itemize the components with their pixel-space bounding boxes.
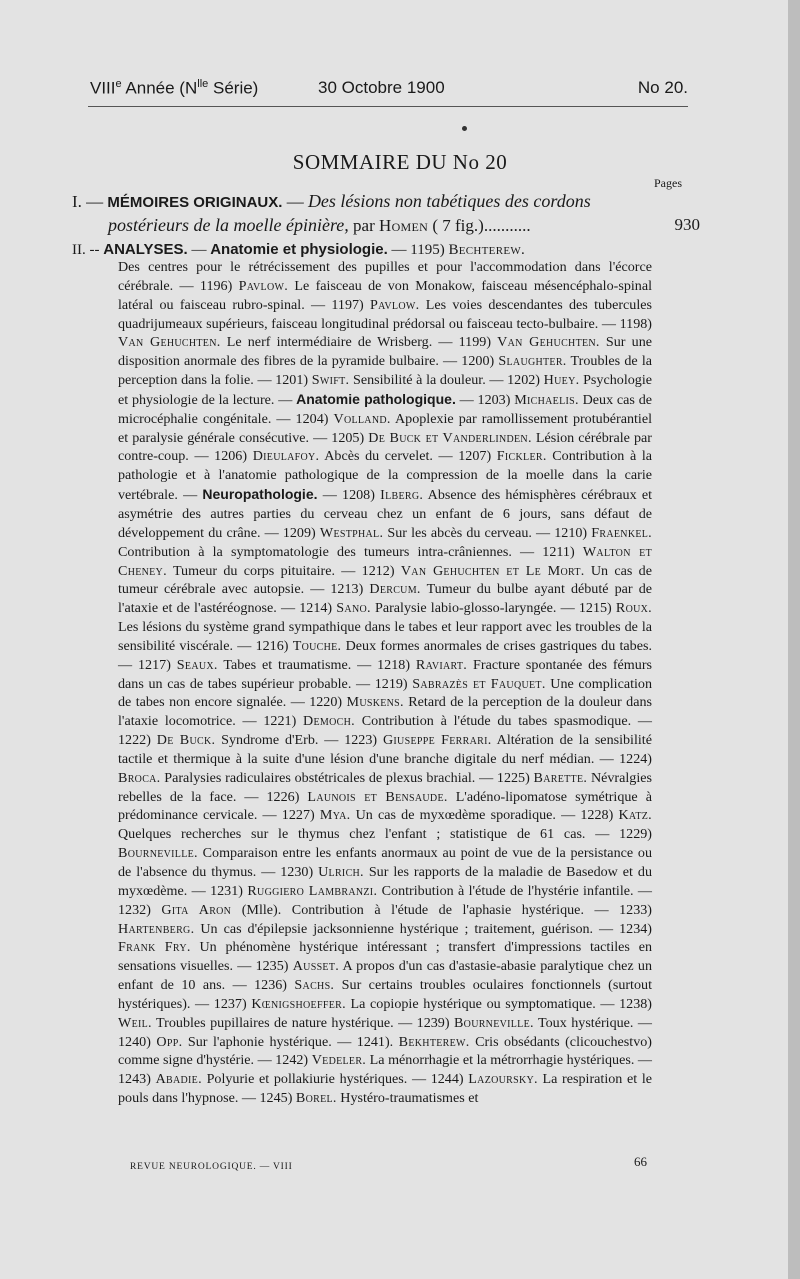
entry-text: Tumeur du corps pituitaire. — 1212) (166, 562, 401, 579)
entry-text: Sur l'aphonie hystérique. — 1241). (182, 1033, 399, 1050)
entry-text: Lésion cérébrale par contre-coup. — 1206) (118, 429, 652, 465)
author-name: Gita Aron (161, 901, 232, 918)
header-rule (88, 106, 688, 107)
author-name: Ruggiero Lambranzi. (247, 882, 378, 899)
entry-text: Névralgies rebelles de la face. — 1226) (118, 769, 652, 805)
author-name: De Buck et Vanderlinden. (368, 429, 532, 446)
entry-text: Abcès du cervelet. — 1207) (319, 448, 497, 465)
entry-text: Contribution à l'étude de l'hystérie infantile. — 1232) (118, 882, 652, 918)
entry-text: Tumeur du bulbe ayant débuté par de l'ataxie et de l'astéréognose. — 1214) (118, 581, 652, 617)
author-name: Vedeler. (311, 1052, 367, 1069)
author-name: De Buck. (156, 732, 216, 749)
author-name: Kœnigshoeffer. (251, 995, 346, 1012)
entry-text: A propos d'un cas d'astasie-abasie paralytique chez un enfant de 10 ans. — 1236) (118, 958, 652, 994)
entry-text: Psychologie et physiologie de la lecture. — (118, 372, 652, 408)
entry-text: Un cas d'épilepsie jacksonnienne hystérique ; traitement, guérison. — 1234) (194, 920, 652, 937)
sheet-number: 66 (634, 1154, 647, 1169)
author-name: Huey. (543, 372, 580, 389)
author-name: Abadie. (155, 1071, 202, 1088)
author-name: Michaelis. (514, 391, 579, 408)
author-name: Slaughter. (498, 353, 567, 370)
entry-text: Retard de la perception de la douleur dans l'ataxie locomotrice. — 1221) (118, 694, 652, 730)
author-name: Fraenkel. (591, 524, 652, 541)
running-header (88, 78, 688, 102)
entry-text: Sensibilité à la douleur. — 1202) (349, 372, 544, 389)
subsection-heading: Neuropathologie. (202, 486, 318, 503)
entry-text: Contribution à la symptomatologie des tumeurs intra-crâniennes. — 1211) (118, 543, 583, 560)
author-name: Giuseppe Ferrari. (382, 732, 492, 749)
author-name: Swift. (311, 372, 350, 389)
page-title: SOMMAIRE DU No 20 (292, 150, 508, 174)
entry-text: Toux hystérique. — 1240) (118, 1014, 652, 1050)
entry-text: Troubles pupillaires de nature hystérique. — 1239) (151, 1014, 454, 1031)
entry-text: La ménorrhagie et la métrorrhagie hystériques. — 1243) (118, 1052, 652, 1088)
entry-text: Paralysie labio-glosso-laryngée. — 1215) (370, 600, 616, 617)
author-name: Van Gehuchten et Le Mort. (400, 562, 585, 579)
author-name: Ilberg. (380, 487, 424, 504)
author-name: Launois et Bensaude. (307, 788, 448, 805)
author-name: Bourneville. (118, 845, 198, 862)
entry-text: Altération de la sensibilité tactile et thermique à la suite d'une lésion d'une branche digitale du nerf médian. — 1224) (118, 732, 652, 767)
subsection-heading: Anatomie pathologique. (296, 390, 456, 407)
entry-text: Hystéro-traumatismes et (336, 1090, 479, 1107)
entry-text: Deux formes anormales de crises gastriques du tabes. — 1217) (118, 637, 652, 673)
entry-text: (Mlle). Contribution à l'étude de l'aphasie hystérique. — 1233) (231, 901, 652, 918)
author-name: Lazoursky. (468, 1071, 538, 1088)
author-name: Weil. (118, 1014, 152, 1031)
entry-text: Syndrome d'Erb. — 1223) (215, 732, 383, 749)
author-name: Westphal. (319, 524, 384, 541)
author-name: Barette. (533, 769, 588, 786)
author-name: Van Gehuchten. (497, 334, 600, 351)
section-analyses-heading: II. -- ANALYSES. — Anatomie et physiologie. — 1195) Bechterew. (72, 241, 526, 258)
entry-text: Sur une disposition anormale des fibres de la pyramide bulbaire. — 1200) (118, 334, 652, 370)
author-name: Volland. (333, 410, 391, 427)
author-name: Ausset. (292, 958, 340, 975)
author-name: Broca. (118, 769, 161, 786)
entry-text: Apoplexie par ramollissement protubérantiel et paralysie générale consécutive. — 1205) (118, 410, 652, 446)
entry-text: Les voies descendantes des tubercules quadrijumeaux supérieurs, faisceau longitudinal prédorsal ou faisceau tecto-bulbaire. — 1198) (118, 296, 652, 332)
entry-text: Polyurie et pollakiurie hystériques. — 1244) (201, 1071, 469, 1088)
entry-text: Tabes et traumatisme. — 1218) (217, 656, 416, 673)
analyses-body-text (118, 258, 652, 1108)
author-name: Fickler. (496, 448, 547, 465)
author-name: Katz. (618, 807, 652, 824)
author-name: Touche. (292, 637, 342, 654)
entry-text: Contribution à la pathologie et à l'anatomie pathologique de la compression de la moelle dans la carie vertébrale. — (118, 448, 652, 504)
entry-text: Le faisceau de von Monakow, faisceau mésencéphalo-spinal latéral ou faisceau rubro-spinal. — 1197) (118, 277, 653, 313)
entry-text: La respiration et le pouls dans l'hypnose. — 1245) (118, 1071, 653, 1107)
author-name: Van Gehuchten. (118, 334, 221, 351)
entry-text: Un cas de tumeur cérébrale avec autopsie. — 1213) (118, 562, 652, 598)
entry-text: Comparaison entre les enfants anormaux au point de vue de la persistance ou de l'absence du thymus. — 1230) (118, 845, 652, 880)
entry-text: Sur les abcès du cerveau. — 1210) (383, 524, 592, 541)
journal-signature: REVUE NEUROLOGIQUE. — VIII (130, 1162, 293, 1172)
author-name: Bourneville. (453, 1014, 534, 1031)
pages-column-label: Pages (654, 176, 682, 190)
author-name: Sachs. (294, 977, 335, 994)
author-name: Bekhterew. (398, 1033, 470, 1050)
entry-text: Les lésions du système grand sympathique dans le tabes et leur rapport avec les troubles de la sensibilité viscérale. — 1216) (118, 619, 652, 654)
entry-text: Une complication de tabes non encore signalée. — 1220) (118, 675, 653, 711)
author-name: Frank Fry. (118, 939, 191, 956)
section-memoires: I. — MÉMOIRES ORIGINAUX. — Des lésions non tabétiques des cordons postérieurs de la moelle épinière, par Homen ( 7 fig.)........... 930 (72, 191, 700, 235)
author-name: Borel. (295, 1090, 337, 1107)
entry-text: Sur certains troubles oculaires fonctionnels (surtout hystériques). — 1237) (118, 977, 652, 1012)
author-name: Sabrazès et Fauquet. (412, 675, 546, 692)
author-name: Sano. (336, 600, 371, 617)
author-name: Ulrich. (318, 864, 364, 880)
author-name: Pavlow. (238, 277, 289, 294)
entry-text: — 1203) (455, 391, 515, 408)
entry-text: Absence des hémisphères cérébraux et asymétrie des autres parties du cerveau chez un enfant de 6 jours, sans défaut de développement du crâne. — 1209) (118, 487, 653, 541)
issue-date: 30 Octobre 1900 (318, 78, 445, 97)
author-name: Opp. (156, 1033, 183, 1050)
entry-text: Un cas de myxœdème sporadique. — 1228) (350, 807, 619, 824)
entry-text: Quelques recherches sur le thymus chez l'enfant ; statistique de 61 cas. — 1229) (118, 826, 652, 843)
entry-text: Sur les rapports de la maladie de Basedow et du myxœdème. — 1231) (118, 864, 652, 899)
author-name: Hartenberg. (118, 920, 195, 937)
ink-dot (462, 126, 467, 131)
volume-series: VIIIe Année ($N^{lle}$ Série) (90, 78, 259, 98)
author-name: Muskens. (346, 694, 404, 711)
entry-text: Cris obsédants (clicouchestvo) comme signe d'hystérie. — 1242) (118, 1033, 652, 1069)
entry-text: L'adéno-lipomatose symétrique à prédominance cervicale. — 1227) (118, 788, 652, 824)
entry-text: Fracture spontanée des fémurs dans un cas de tabes supérieur probable. — 1219) (118, 656, 652, 692)
author-name: Dieulafoy. (252, 448, 320, 465)
entry-text: Paralysies radiculaires obstétricales de plexus brachial. — 1225) (160, 769, 534, 786)
entry-text: Un phénomène hystérique intéressant ; transfert d'impressions tactiles en sensations visuelles. — 1235) (118, 939, 652, 975)
issue-number: No 20. (637, 78, 688, 97)
entry-text: Le nerf intermédiaire de Wrisberg. — 1199) (220, 334, 498, 351)
author-name: Seaux. (176, 656, 218, 673)
author-name: Roux. (615, 600, 652, 617)
entry-text: — 1208) (317, 487, 381, 504)
author-name: Walton et Cheney. (118, 543, 653, 579)
author-name: Democh. (303, 713, 355, 730)
section-page-number: 930 (674, 215, 700, 234)
entry-text: Troubles de la perception dans la folie. — 1201) (118, 353, 652, 389)
entry-text: Contribution à l'étude du tabes spasmodique. — 1222) (118, 713, 652, 749)
author-name: Raviart. (415, 656, 468, 673)
author-name: Pavlow. (370, 296, 420, 313)
author-name: Dercum. (369, 581, 421, 598)
entry-text: Deux cas de microcéphalie congénitale. — 1204) (118, 391, 653, 427)
entry-text: La copiopie hystérique ou symptomatique. — 1238) (345, 995, 652, 1012)
author-name: Mya. (319, 807, 351, 824)
entry-text: Des centres pour le rétrécissement des pupilles et pour l'accommodation dans l'écorce cérébrale. — 1196) (118, 259, 652, 294)
